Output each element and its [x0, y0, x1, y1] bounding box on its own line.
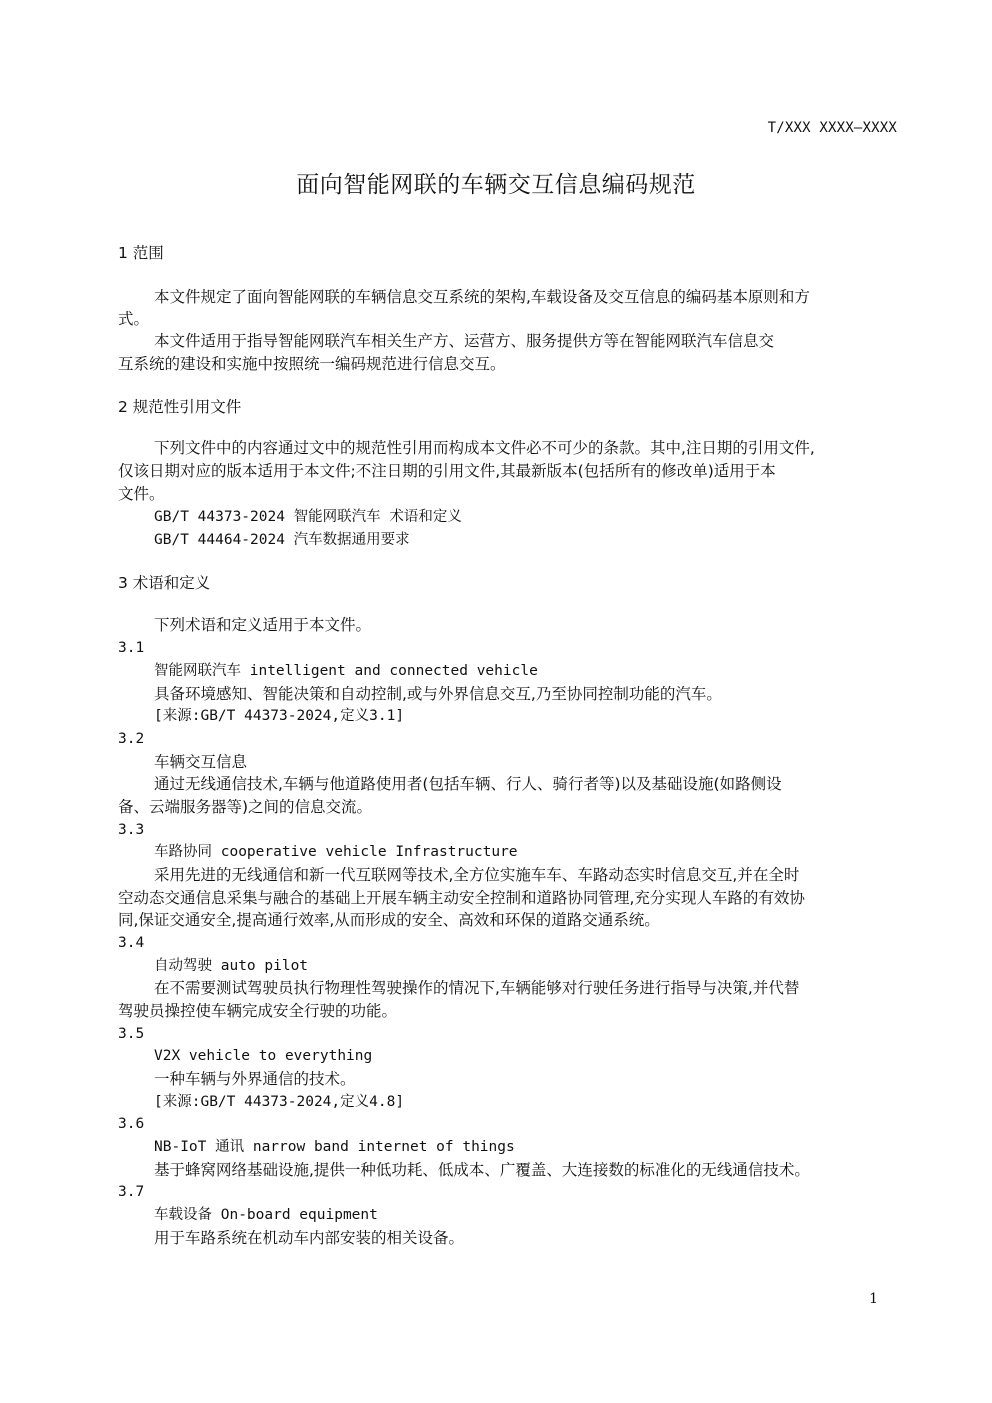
- term-title: 车载设备 On-board equipment: [154, 1207, 378, 1223]
- section-1-heading: 1 范围: [118, 244, 164, 262]
- term-definition: 同,保证交通安全,提高通行效率,从而形成的安全、高效和环保的道路交通系统。: [118, 911, 660, 929]
- paragraph-line: 文件。: [118, 485, 165, 503]
- term-definition: 驾驶员操控使车辆完成安全行驶的功能。: [118, 1002, 398, 1020]
- term-number: 3.4: [118, 935, 145, 951]
- term-number: 3.5: [118, 1026, 145, 1042]
- paragraph-line: 本文件适用于指导智能网联汽车相关生产方、运营方、服务提供方等在智能网联汽车信息交: [154, 332, 775, 350]
- term-definition: 在不需要测试驾驶员执行物理性驾驶操作的情况下,车辆能够对行驶任务进行指导与决策,并代替: [154, 979, 800, 997]
- term-definition: 备、云端服务器等)之间的信息交流。: [118, 798, 373, 816]
- term-title: NB-IoT 通讯 narrow band internet of things: [154, 1139, 515, 1155]
- term-definition: 具备环境感知、智能决策和自动控制,或与外界信息交互,乃至协同控制功能的汽车。: [154, 685, 722, 703]
- paragraph-line: 本文件规定了面向智能网联的车辆信息交互系统的架构,车载设备及交互信息的编码基本原则和方: [154, 288, 810, 306]
- term-number: 3.1: [118, 640, 145, 656]
- term-definition: 采用先进的无线通信和新一代互联网等技术,全方位实施车车、车路动态实时信息交互,并在全时: [154, 866, 800, 884]
- paragraph-line: 下列术语和定义适用于本文件。: [154, 616, 372, 634]
- document-code: T/XXX XXXX—XXXX: [767, 120, 897, 136]
- term-definition: 用于车路系统在机动车内部安装的相关设备。: [154, 1229, 465, 1247]
- term-definition: 基于蜂窝网络基础设施,提供一种低功耗、低成本、广覆盖、大连接数的标准化的无线通信技术。: [154, 1161, 810, 1179]
- page-number: 1: [869, 1291, 878, 1307]
- section-2-heading: 2 规范性引用文件: [118, 398, 242, 416]
- document-title: 面向智能网联的车辆交互信息编码规范: [296, 172, 696, 198]
- term-definition: 空动态交通信息采集与融合的基础上开展车辆主动安全控制和道路协同管理,充分实现人车路的有效协: [118, 889, 805, 907]
- paragraph-line: 仅该日期对应的版本适用于本文件;不注日期的引用文件,其最新版本(包括所有的修改单)适用于本: [118, 462, 776, 480]
- term-definition: 通过无线通信技术,车辆与他道路使用者(包括车辆、行人、骑行者等)以及基础设施(如路侧设: [154, 775, 782, 793]
- term-number: 3.7: [118, 1184, 145, 1200]
- term-number: 3.6: [118, 1116, 145, 1132]
- term-title: V2X vehicle to everything: [154, 1048, 373, 1064]
- term-number: 3.3: [118, 822, 145, 838]
- term-number: 3.2: [118, 731, 145, 747]
- reference-item: GB/T 44464-2024 汽车数据通用要求: [154, 532, 410, 548]
- reference-item: GB/T 44373-2024 智能网联汽车 术语和定义: [154, 509, 462, 525]
- term-title: 车辆交互信息: [154, 753, 248, 771]
- term-title: 自动驾驶 auto pilot: [154, 958, 309, 974]
- paragraph-line: 下列文件中的内容通过文中的规范性引用而构成本文件必不可少的条款。其中,注日期的引用文件,: [154, 439, 815, 457]
- section-3-heading: 3 术语和定义: [118, 574, 211, 592]
- paragraph-line: 式。: [118, 310, 150, 328]
- term-source: [来源:GB/T 44373-2024,定义4.8]: [154, 1094, 405, 1110]
- term-title: 智能网联汽车 intelligent and connected vehicle: [154, 663, 538, 679]
- term-title: 车路协同 cooperative vehicle Infrastructure: [154, 844, 518, 860]
- term-source: [来源:GB/T 44373-2024,定义3.1]: [154, 708, 405, 724]
- term-definition: 一种车辆与外界通信的技术。: [154, 1070, 356, 1088]
- paragraph-line: 互系统的建设和实施中按照统一编码规范进行信息交互。: [118, 355, 506, 373]
